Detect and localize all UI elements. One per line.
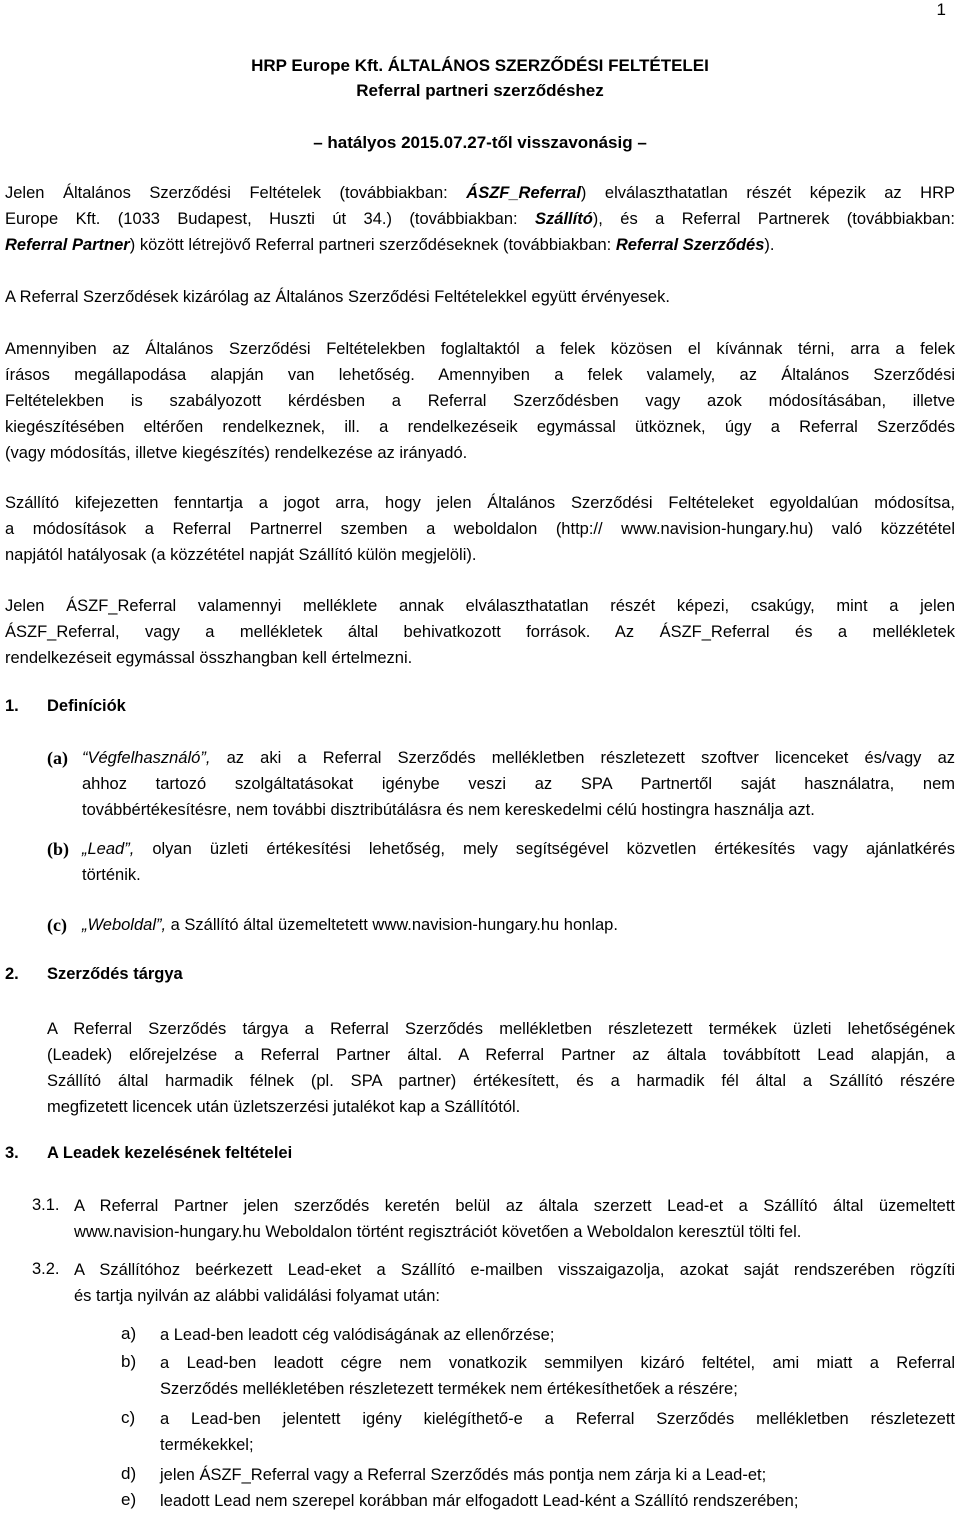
definition-a: “Végfelhasználó”, az aki a Referral Szerződés mellékletben részletezett szoftver licenceket és/vagy az ahhoz tartozó szolgáltatásokat igénybe veszi az SPA Partnertől saját használatra, nem továbbértékesítésre, nem további disztribútálásra és nem kereskedelmi célú hostingra használja azt.	[82, 749, 955, 819]
subsection-3-2: A Szállítóhoz beérkezett Lead-eket a Szállító e-mailben visszaigazolja, azokat saját rendszerében rögzíti és tartja nyilván az alábbi validálási folyamat után:	[74, 1261, 955, 1305]
list-item-d: jelen ÁSZF_Referral vagy a Referral Szerződés más pontja nem zárja ki a Lead-et;	[160, 1466, 767, 1484]
intro-paragraph-4: Szállító kifejezetten fenntartja a jogot arra, hogy jelen Általános Szerződési Feltételeket egyoldalúan módosítsa, a módosítások a Referral Partnerrel szemben a weboldalon (http:// www.navision-hungary.hu) való közzététel napjától hatályosak (a közzététel napját Szállító külön megjelöli).	[5, 494, 955, 564]
definition-b: „Lead”, olyan üzleti értékesítési lehetőség, mely segítségével közvetlen értékesítés vagy ajánlatkérés történik.	[82, 840, 955, 884]
definition-label-c: (c)	[47, 915, 67, 935]
effective-date: – hatályos 2015.07.27-től visszavonásig –	[313, 133, 647, 152]
subsection-3-1: A Referral Partner jelen szerződés keretén belül az általa szerzett Lead-et a Szállító által üzemeltett www.navision-hungary.hu Weboldalon történt regisztrációt követően a Weboldalon keresztül tölti fel.	[74, 1197, 955, 1241]
list-item-b: a Lead-ben leadott cégre nem vonatkozik semmilyen kizáró feltétel, ami miatt a Referral Szerződés mellékletében részletezett termékek nem értékesíthetőek a részére;	[160, 1354, 955, 1398]
definition-c: „Weboldal”, a Szállító által üzemeltetett www.navision-hungary.hu honlap.	[82, 916, 618, 934]
list-item-c: a Lead-ben jelentett igény kielégíthető-e a Referral Szerződés mellékletben részletezett termékekkel;	[160, 1410, 955, 1454]
section-2-heading: 2. Szerződés tárgya	[5, 965, 183, 983]
list-label-b: b)	[121, 1352, 137, 1371]
definition-label-a: (a)	[47, 748, 68, 768]
intro-paragraph-3: Amennyiben az Általános Szerződési Feltételekben foglaltaktól a felek közösen el kívánnak térni, arra a felek írásos megállapodása alapján van lehetőség. Amennyiben a felek valamely, az Általános Szerződési Feltételekben is szabályozott kérdésben a Referral Szerződésben vagy azok módosításában, illetve kiegészítésében eltérően rendelkeznek, ill. a rendelkezéseik egymással ütköznek, úgy a Referral Szerződés (vagy módosítás, illetve kiegészítés) rendelkezése az irányadó.	[5, 340, 955, 462]
intro-paragraph-2: A Referral Szerződések kizárólag az Általános Szerződési Feltételekkel együtt érvényesek.	[5, 288, 670, 306]
page-number: 1	[936, 0, 946, 19]
list-item-e: leadott Lead nem szerepel korábban már elfogadott Lead-ként a Szállító rendszerében;	[160, 1492, 799, 1510]
section-2-body: A Referral Szerződés tárgya a Referral Szerződés mellékletben részletezett termékek üzleti lehetőségének (Leadek) előrejelzése a Referral Partner által. A Referral Partner az általa továbbított Lead alapján, a Szállító által harmadik félnek (pl. SPA partner) értékesített, és a harmadik fél által a Szállító részére megfizetett licencek után üzletszerzési jutalékot kap a Szállítótól.	[47, 1020, 955, 1116]
intro-paragraph-1: Jelen Általános Szerződési Feltételek (továbbiakban: ÁSZF_Referral) elválaszthatatlan részét képezik az HRP Europe Kft. (1033 Budapest, Huszti út 34.) (továbbiakban: Szállító), és a Referral Partnerek (továbbiakban: Referral Partner) között létrejövő Referral partneri szerződéseknek (továbbiakban: Referral Szerződés).	[5, 184, 955, 254]
definition-label-b: (b)	[47, 839, 69, 859]
document-title: HRP Europe Kft. ÁLTALÁNOS SZERZŐDÉSI FELTÉTELEI	[251, 56, 709, 75]
subsection-3-1-number: 3.1.	[32, 1196, 60, 1214]
subsection-3-2-number: 3.2.	[32, 1260, 60, 1278]
list-label-a: a)	[121, 1324, 137, 1343]
list-label-e: e)	[121, 1490, 137, 1509]
section-1-heading: 1. Definíciók	[5, 697, 126, 715]
intro-paragraph-5: Jelen ÁSZF_Referral valamennyi melléklete annak elválaszthatatlan részét képezi, csakúgy, mint a jelen ÁSZF_Referral, vagy a mellékletek által behivatkozott források. Az ÁSZF_Referral és a mellékletek rendelkezéseit egymással összhangban kell értelmezni.	[5, 597, 955, 667]
list-label-c: c)	[121, 1408, 136, 1427]
document-subtitle: Referral partneri szerződéshez	[356, 81, 604, 100]
list-label-d: d)	[121, 1464, 137, 1483]
section-3-heading: 3. A Leadek kezelésének feltételei	[5, 1144, 293, 1162]
list-item-a: a Lead-ben leadott cég valódiságának az ellenőrzése;	[160, 1326, 555, 1344]
